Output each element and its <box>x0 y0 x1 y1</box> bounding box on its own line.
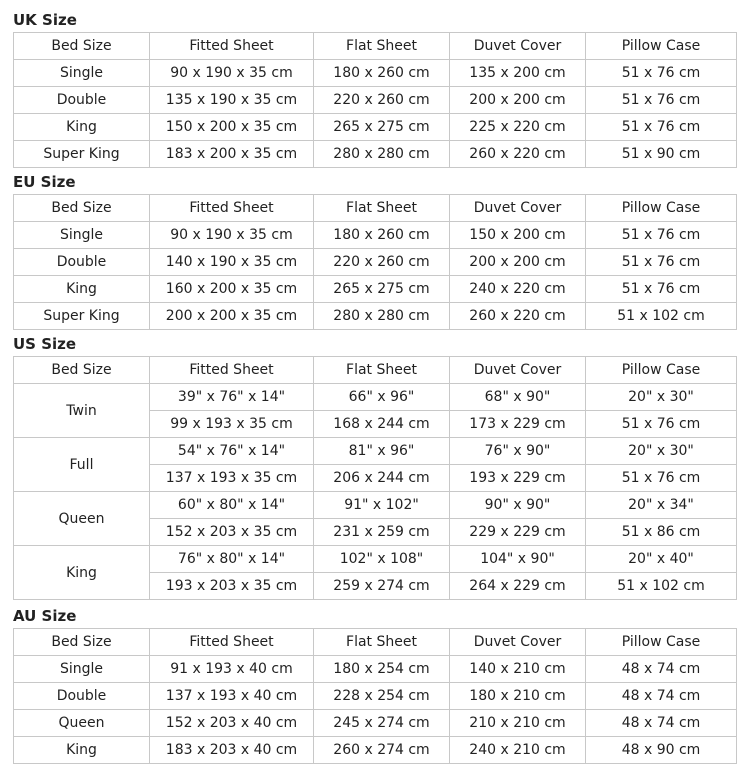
table-row <box>14 114 737 141</box>
table-row <box>14 492 737 519</box>
pillow-case-cell: 51 x 90 cm <box>586 141 737 168</box>
fitted-sheet-cell: 140 x 190 x 35 cm <box>150 249 314 276</box>
table-row <box>14 249 737 276</box>
bed-size-cell: Double <box>14 87 150 114</box>
pillow-case-cell: 51 x 102 cm <box>586 303 737 330</box>
table-header-row <box>14 195 737 222</box>
header-pillow-case: Pillow Case <box>586 629 737 656</box>
bed-size-cell: King <box>14 737 150 764</box>
pillow-case-cell: 51 x 76 cm <box>586 249 737 276</box>
table-row <box>14 737 737 764</box>
header-pillow-case: Pillow Case <box>586 357 737 384</box>
header-bed-size: Bed Size <box>14 33 150 60</box>
fitted-sheet-cm-cell: 193 x 203 x 35 cm <box>150 573 314 600</box>
duvet-cover-cm-cell: 229 x 229 cm <box>450 519 586 546</box>
header-duvet-cover: Duvet Cover <box>450 357 586 384</box>
duvet-cover-cell: 260 x 220 cm <box>450 303 586 330</box>
pillow-case-cell: 51 x 76 cm <box>586 87 737 114</box>
pillow-case-cell: 48 x 74 cm <box>586 656 737 683</box>
table-row <box>14 546 737 573</box>
bed-size-cell: Super King <box>14 141 150 168</box>
fitted-sheet-inch-cell: 60" x 80" x 14" <box>150 492 314 519</box>
header-fitted-sheet: Fitted Sheet <box>150 195 314 222</box>
duvet-cover-cell: 200 x 200 cm <box>450 249 586 276</box>
table-row <box>14 87 737 114</box>
flat-sheet-inch-cell: 81" x 96" <box>314 438 450 465</box>
table-row <box>14 710 737 737</box>
au-size-table <box>13 628 737 764</box>
pillow-case-cell: 51 x 76 cm <box>586 60 737 87</box>
flat-sheet-cell: 245 x 274 cm <box>314 710 450 737</box>
flat-sheet-inch-cell: 66" x 96" <box>314 384 450 411</box>
pillow-case-cm-cell: 51 x 76 cm <box>586 411 737 438</box>
fitted-sheet-cell: 90 x 190 x 35 cm <box>150 222 314 249</box>
bed-size-cell: Double <box>14 249 150 276</box>
uk-size-table <box>13 32 737 168</box>
header-fitted-sheet: Fitted Sheet <box>150 33 314 60</box>
duvet-cover-cell: 180 x 210 cm <box>450 683 586 710</box>
duvet-cover-cell: 135 x 200 cm <box>450 60 586 87</box>
duvet-cover-inch-cell: 76" x 90" <box>450 438 586 465</box>
fitted-sheet-cm-cell: 99 x 193 x 35 cm <box>150 411 314 438</box>
duvet-cover-cm-cell: 264 x 229 cm <box>450 573 586 600</box>
header-flat-sheet: Flat Sheet <box>314 629 450 656</box>
flat-sheet-cell: 260 x 274 cm <box>314 737 450 764</box>
header-bed-size: Bed Size <box>14 357 150 384</box>
fitted-sheet-cell: 90 x 190 x 35 cm <box>150 60 314 87</box>
fitted-sheet-cm-cell: 137 x 193 x 35 cm <box>150 465 314 492</box>
fitted-sheet-inch-cell: 54" x 76" x 14" <box>150 438 314 465</box>
duvet-cover-cell: 200 x 200 cm <box>450 87 586 114</box>
pillow-case-inch-cell: 20" x 30" <box>586 384 737 411</box>
bed-size-cell: Double <box>14 683 150 710</box>
header-pillow-case: Pillow Case <box>586 33 737 60</box>
pillow-case-cell: 51 x 76 cm <box>586 114 737 141</box>
flat-sheet-cell: 265 x 275 cm <box>314 114 450 141</box>
header-duvet-cover: Duvet Cover <box>450 195 586 222</box>
table-row <box>14 656 737 683</box>
header-flat-sheet: Flat Sheet <box>314 33 450 60</box>
duvet-cover-cell: 260 x 220 cm <box>450 141 586 168</box>
flat-sheet-cm-cell: 206 x 244 cm <box>314 465 450 492</box>
header-flat-sheet: Flat Sheet <box>314 195 450 222</box>
bed-size-cell: Full <box>14 438 150 492</box>
fitted-sheet-cell: 91 x 193 x 40 cm <box>150 656 314 683</box>
duvet-cover-cell: 150 x 200 cm <box>450 222 586 249</box>
bed-size-cell: Queen <box>14 710 150 737</box>
pillow-case-cell: 48 x 74 cm <box>586 683 737 710</box>
table-header-row <box>14 357 737 384</box>
pillow-case-cm-cell: 51 x 76 cm <box>586 465 737 492</box>
bed-size-cell: King <box>14 546 150 600</box>
flat-sheet-cell: 228 x 254 cm <box>314 683 450 710</box>
header-pillow-case: Pillow Case <box>586 195 737 222</box>
us-size-title: US Size <box>13 335 77 353</box>
flat-sheet-cell: 180 x 260 cm <box>314 60 450 87</box>
duvet-cover-cell: 210 x 210 cm <box>450 710 586 737</box>
fitted-sheet-cell: 137 x 193 x 40 cm <box>150 683 314 710</box>
fitted-sheet-cm-cell: 152 x 203 x 35 cm <box>150 519 314 546</box>
pillow-case-inch-cell: 20" x 40" <box>586 546 737 573</box>
table-row <box>14 438 737 465</box>
fitted-sheet-cell: 150 x 200 x 35 cm <box>150 114 314 141</box>
table-row <box>14 141 737 168</box>
fitted-sheet-inch-cell: 76" x 80" x 14" <box>150 546 314 573</box>
eu-size-table <box>13 194 737 330</box>
bed-size-cell: King <box>14 114 150 141</box>
header-bed-size: Bed Size <box>14 629 150 656</box>
fitted-sheet-cell: 160 x 200 x 35 cm <box>150 276 314 303</box>
header-duvet-cover: Duvet Cover <box>450 33 586 60</box>
pillow-case-cell: 51 x 76 cm <box>586 276 737 303</box>
pillow-case-cm-cell: 51 x 86 cm <box>586 519 737 546</box>
table-row <box>14 60 737 87</box>
fitted-sheet-cell: 135 x 190 x 35 cm <box>150 87 314 114</box>
bed-size-cell: Single <box>14 60 150 87</box>
pillow-case-cm-cell: 51 x 102 cm <box>586 573 737 600</box>
pillow-case-cell: 48 x 90 cm <box>586 737 737 764</box>
duvet-cover-inch-cell: 68" x 90" <box>450 384 586 411</box>
flat-sheet-inch-cell: 91" x 102" <box>314 492 450 519</box>
fitted-sheet-cell: 200 x 200 x 35 cm <box>150 303 314 330</box>
duvet-cover-cm-cell: 173 x 229 cm <box>450 411 586 438</box>
us-size-table <box>13 356 737 600</box>
flat-sheet-inch-cell: 102" x 108" <box>314 546 450 573</box>
duvet-cover-cell: 240 x 220 cm <box>450 276 586 303</box>
pillow-case-cell: 51 x 76 cm <box>586 222 737 249</box>
flat-sheet-cm-cell: 168 x 244 cm <box>314 411 450 438</box>
bed-size-cell: King <box>14 276 150 303</box>
flat-sheet-cm-cell: 231 x 259 cm <box>314 519 450 546</box>
duvet-cover-cell: 225 x 220 cm <box>450 114 586 141</box>
header-duvet-cover: Duvet Cover <box>450 629 586 656</box>
table-row <box>14 303 737 330</box>
flat-sheet-cm-cell: 259 x 274 cm <box>314 573 450 600</box>
duvet-cover-cell: 140 x 210 cm <box>450 656 586 683</box>
fitted-sheet-cell: 183 x 200 x 35 cm <box>150 141 314 168</box>
table-header-row <box>14 629 737 656</box>
table-header-row <box>14 33 737 60</box>
duvet-cover-cm-cell: 193 x 229 cm <box>450 465 586 492</box>
uk-size-title: UK Size <box>13 11 77 29</box>
bed-size-cell: Single <box>14 222 150 249</box>
flat-sheet-cell: 280 x 280 cm <box>314 303 450 330</box>
flat-sheet-cell: 180 x 254 cm <box>314 656 450 683</box>
bed-size-cell: Single <box>14 656 150 683</box>
header-fitted-sheet: Fitted Sheet <box>150 357 314 384</box>
eu-size-title: EU Size <box>13 173 76 191</box>
table-row <box>14 222 737 249</box>
duvet-cover-inch-cell: 104" x 90" <box>450 546 586 573</box>
pillow-case-inch-cell: 20" x 30" <box>586 438 737 465</box>
bed-size-cell: Super King <box>14 303 150 330</box>
fitted-sheet-inch-cell: 39" x 76" x 14" <box>150 384 314 411</box>
fitted-sheet-cell: 183 x 203 x 40 cm <box>150 737 314 764</box>
au-size-title: AU Size <box>13 607 77 625</box>
table-row <box>14 683 737 710</box>
header-fitted-sheet: Fitted Sheet <box>150 629 314 656</box>
table-row <box>14 384 737 411</box>
table-row <box>14 276 737 303</box>
bed-size-cell: Twin <box>14 384 150 438</box>
pillow-case-inch-cell: 20" x 34" <box>586 492 737 519</box>
flat-sheet-cell: 265 x 275 cm <box>314 276 450 303</box>
flat-sheet-cell: 280 x 280 cm <box>314 141 450 168</box>
bed-size-cell: Queen <box>14 492 150 546</box>
header-flat-sheet: Flat Sheet <box>314 357 450 384</box>
fitted-sheet-cell: 152 x 203 x 40 cm <box>150 710 314 737</box>
duvet-cover-cell: 240 x 210 cm <box>450 737 586 764</box>
flat-sheet-cell: 180 x 260 cm <box>314 222 450 249</box>
pillow-case-cell: 48 x 74 cm <box>586 710 737 737</box>
duvet-cover-inch-cell: 90" x 90" <box>450 492 586 519</box>
flat-sheet-cell: 220 x 260 cm <box>314 249 450 276</box>
flat-sheet-cell: 220 x 260 cm <box>314 87 450 114</box>
header-bed-size: Bed Size <box>14 195 150 222</box>
